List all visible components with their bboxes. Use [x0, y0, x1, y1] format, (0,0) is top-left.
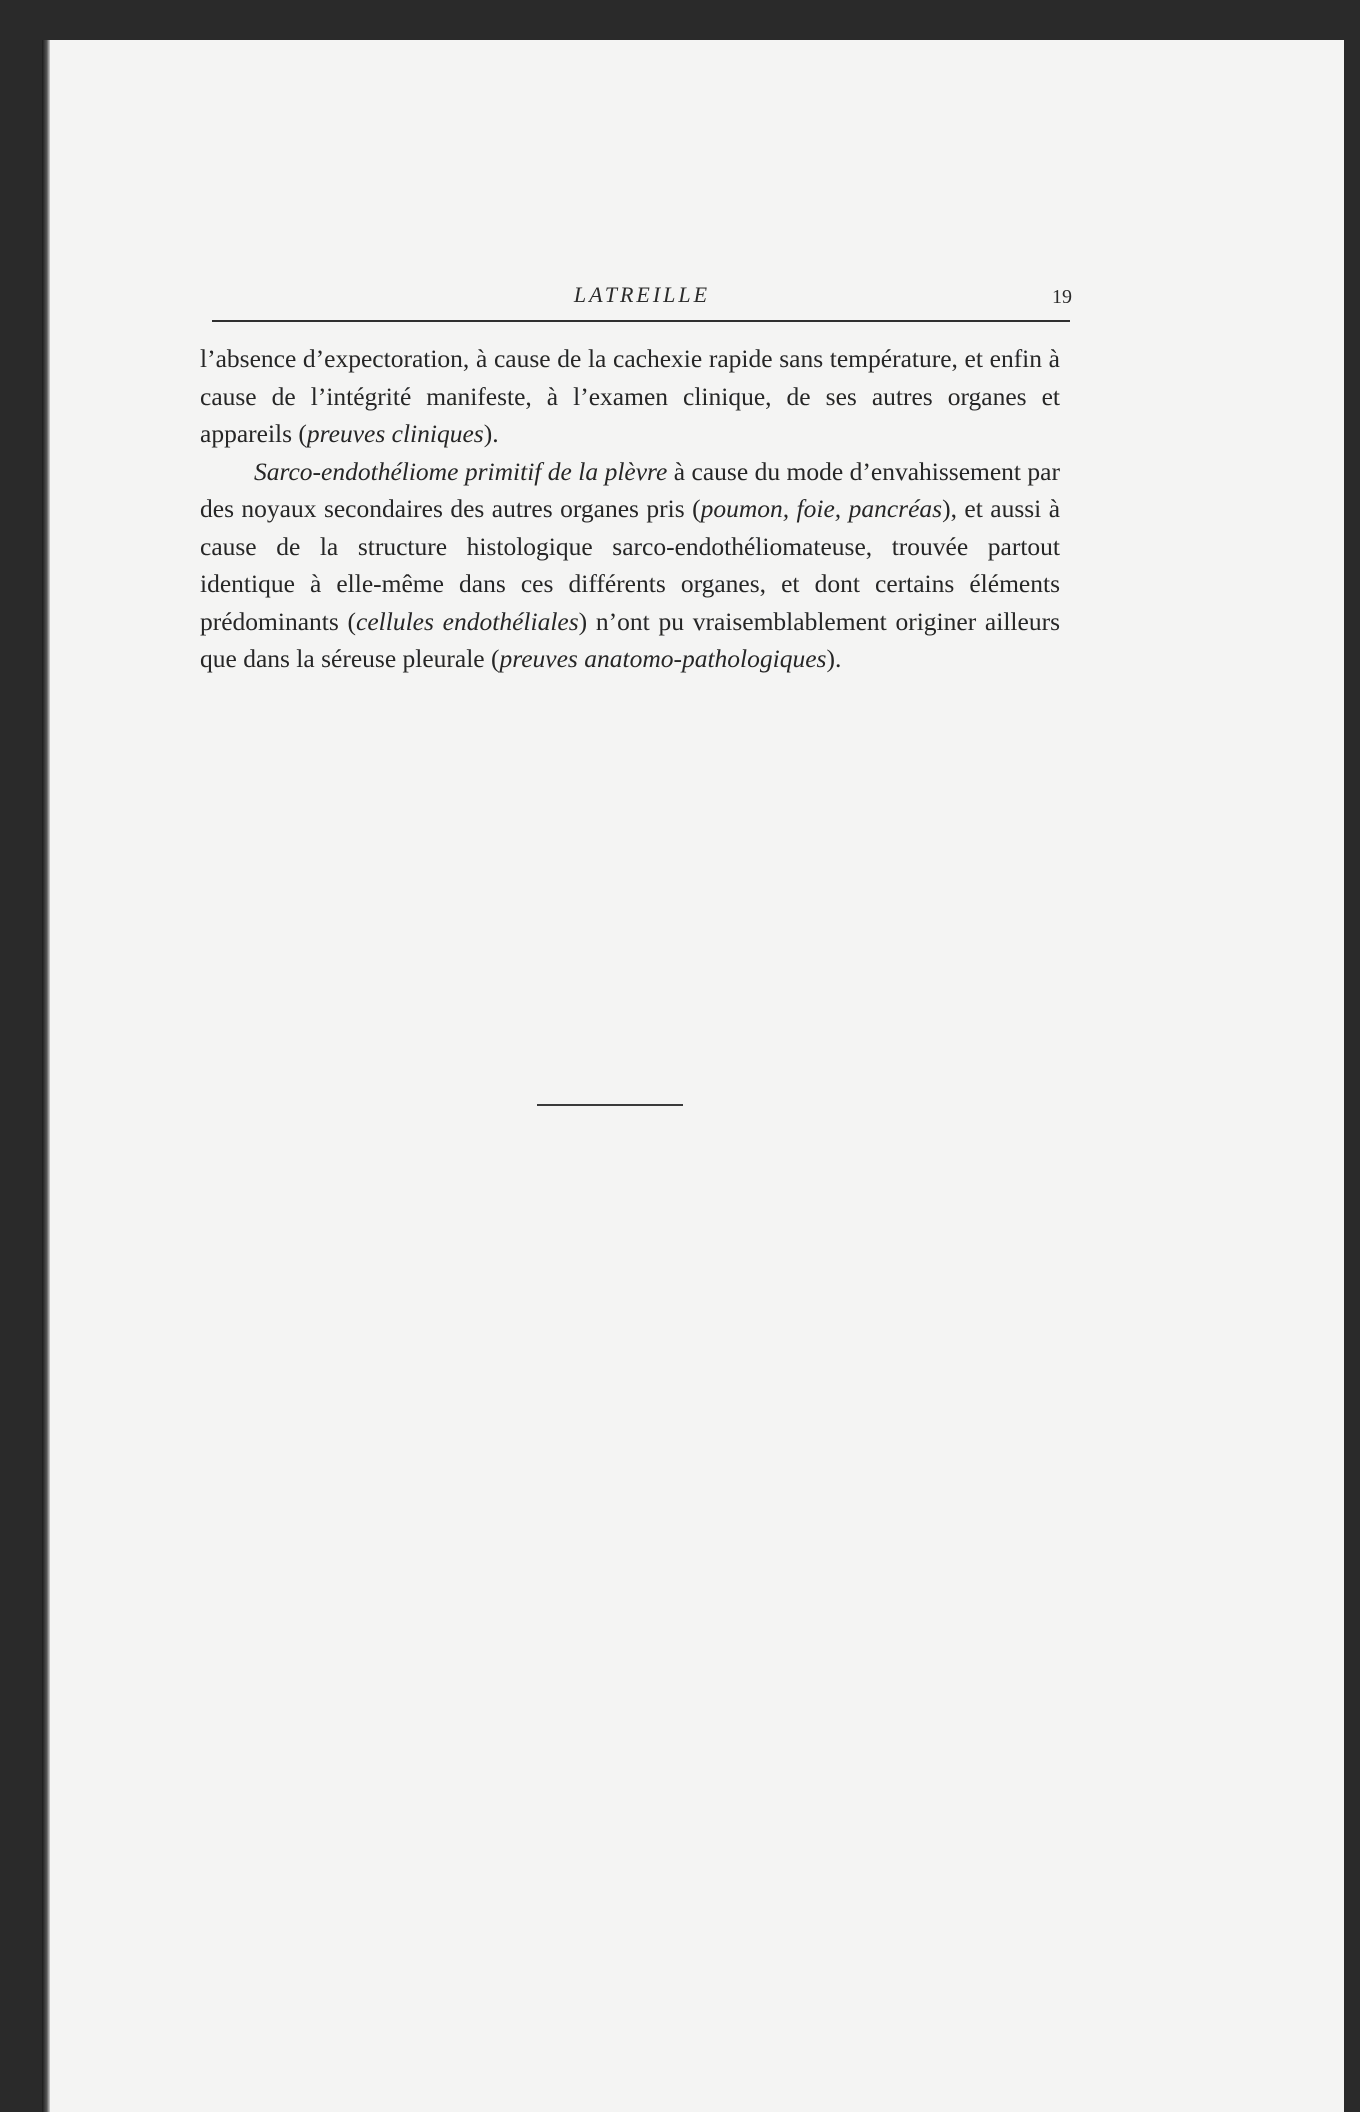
paragraph-2-emphasis: cellules endothéliales: [356, 606, 579, 636]
page-header: [212, 282, 1072, 322]
paragraph-1-text: l’absence d’expectoration, à cause de la cachexie rapide sans température, et enfin à cause de l’intégrité manifeste, à l’examen clinique, de ses autres organes et appareils (: [200, 344, 1060, 448]
paragraph-1-emphasis: preuves cliniques: [306, 419, 484, 448]
paragraph-2-text: ).: [826, 644, 842, 673]
book-spine: [42, 40, 50, 2112]
paragraph-2-text: ), et aussi à cause de la structure histologique sarco-endothéliomateuse, trouvée partout identique à elle-même dans ces différents organes, et dont certains éléments prédominants (: [200, 494, 1061, 636]
page-number: 19: [1052, 286, 1072, 308]
body-text: [200, 340, 1060, 678]
paragraph-2-text: ) n’ont pu vraisemblablement originer ailleurs que dans la séreuse pleurale (: [200, 606, 1060, 673]
paragraph-2-text: à cause du mode d’envahissement par des noyaux secondaires des autres organes pris (: [200, 456, 1060, 523]
paragraph-1-text: ).: [483, 419, 499, 448]
running-title: LATREILLE: [573, 282, 711, 307]
paragraph-2-emphasis: Sarco-endothéliome primitif de la plèvre: [254, 456, 668, 486]
paragraph-2-emphasis: preuves anatomo-pathologiques: [499, 644, 827, 673]
paragraph-2-emphasis: poumon, foie, pancréas: [700, 494, 943, 523]
paragraph-2: [200, 453, 1060, 678]
end-of-chapter-rule: [537, 1104, 683, 1106]
paragraph-1: [200, 340, 1060, 453]
header-rule: [212, 320, 1070, 322]
